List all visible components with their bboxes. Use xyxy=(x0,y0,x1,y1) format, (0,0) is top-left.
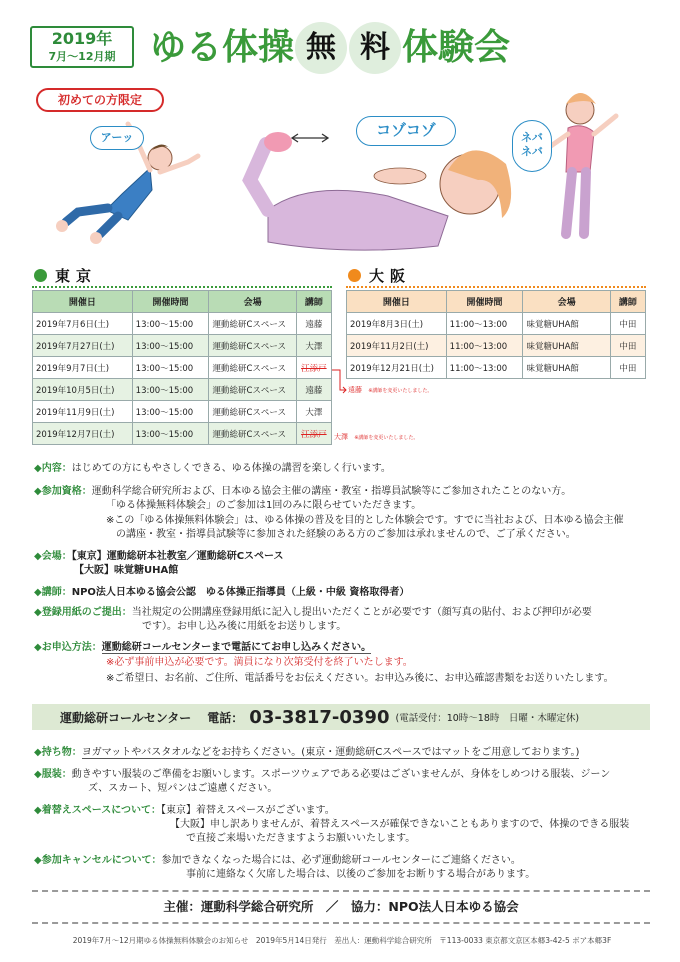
eligibility-text-1: 運動科学総合研究所および、日本ゆる協会主催の講座・教室・指導員試験等にご参加されたことのない方。 xyxy=(91,486,572,497)
clothes-text-2: ズ、スカート、短パンはご遠慮ください。 xyxy=(88,783,278,794)
title-char-free1: 無 xyxy=(295,22,347,74)
new-lecturer: 遠藤 xyxy=(348,386,362,394)
double-arrow-icon xyxy=(292,134,328,142)
person-right-figure xyxy=(548,93,616,234)
cell-venue: 運動総研Cスペース xyxy=(209,357,296,379)
venue-label: ◆会場： xyxy=(34,551,72,562)
table-row xyxy=(33,423,332,445)
cell-venue: 味覚糖UHA館 xyxy=(523,357,610,379)
cell-venue: 味覚糖UHA館 xyxy=(523,313,610,335)
registration-text-1: 当社規定の公開講座登録用紙に記入し提出いただくことが必要です（顔写真の貼付、および押印が必要 xyxy=(131,607,592,618)
osaka-schedule-table xyxy=(346,290,646,379)
call-center-name: 運動総研コールセンター xyxy=(60,710,192,725)
cell-time: 11:00〜13:00 xyxy=(446,313,523,335)
speech-bubble-right-line2: ネバ xyxy=(521,145,543,158)
cell-date: 2019年7月6日(土) xyxy=(33,313,133,335)
apply-text-1: 運動総研コールセンターまで電話にてお申し込みください。 xyxy=(101,642,372,653)
cell-lecturer-struck: 江添戸 xyxy=(296,357,331,379)
person-center-figure xyxy=(250,132,511,250)
call-center-bar xyxy=(32,704,650,730)
cell-date: 2019年7月27日(土) xyxy=(33,335,133,357)
period-year: 2019年 xyxy=(51,29,113,48)
cell-lecturer: 遠藤 xyxy=(296,379,331,401)
eligibility-text-4: の講座・教室・指導員試験等に参加された経験のある方のご参加は承れませんので、ご了承ください。 xyxy=(116,529,576,540)
organizers: 主催：運動科学総合研究所 ／ 協力：NPO法人日本ゆる協会 xyxy=(163,899,519,914)
th-time: 開催時間 xyxy=(132,291,209,313)
venue-line xyxy=(34,550,284,564)
changing-label: ◆着替えスペースについて： xyxy=(34,805,161,816)
cell-lecturer: 中田 xyxy=(610,313,645,335)
table-row xyxy=(33,357,332,379)
divider-top xyxy=(32,890,650,892)
cell-lecturer: 大澤 xyxy=(296,335,331,357)
cell-venue: 運動総研Cスペース xyxy=(209,401,296,423)
cell-date: 2019年10月5日(土) xyxy=(33,379,133,401)
bring-line xyxy=(34,746,579,760)
cell-date: 2019年12月21日(土) xyxy=(347,357,447,379)
speech-bubble-right-line1: ネバ xyxy=(521,131,543,144)
cell-date: 2019年11月2日(土) xyxy=(347,335,447,357)
period-badge xyxy=(30,26,134,68)
th-venue: 会場 xyxy=(209,291,296,313)
cell-lecturer: 中田 xyxy=(610,357,645,379)
new-lecturer: 大澤 xyxy=(334,433,348,441)
cell-date: 2019年11月9日(土) xyxy=(33,401,133,423)
phone-number[interactable]: 03-3817-0390 xyxy=(249,706,390,728)
registration-text-2: です）。お申し込み後に用紙をお送りします。 xyxy=(142,621,347,632)
cell-venue: 味覚糖UHA館 xyxy=(523,335,610,357)
changing-line xyxy=(34,804,335,818)
eligibility-label: ◆参加資格： xyxy=(34,486,92,497)
title-part2: 体験会 xyxy=(402,27,511,68)
table-row xyxy=(33,379,332,401)
call-hours: (電話受付：10時〜18時 日曜・木曜定休) xyxy=(395,713,580,724)
registration-label: ◆登録用紙のご提出： xyxy=(34,607,132,618)
cell-venue: 運動総研Cスペース xyxy=(209,313,296,335)
tokyo-schedule-table xyxy=(32,290,332,445)
th-time: 開催時間 xyxy=(446,291,523,313)
apply-line xyxy=(34,641,371,655)
eligibility-line xyxy=(34,485,571,499)
speech-bubble-right xyxy=(512,120,552,172)
cell-time: 13:00〜15:00 xyxy=(132,357,209,379)
content-text: はじめての方にもやさしくできる、ゆる体操の講習を楽しく行います。 xyxy=(71,463,391,474)
changing-text-3: で直接ご来場いただきますようお願いいたします。 xyxy=(186,833,416,844)
title-char-free2: 料 xyxy=(349,22,401,74)
th-lecturer: 講師 xyxy=(296,291,331,313)
cell-date: 2019年12月7日(土) xyxy=(33,423,133,445)
bring-label: ◆持ち物： xyxy=(34,747,82,758)
footer-note: 2019年7月〜12月期ゆる体操無料体験会のお知らせ 2019年5月14日発行 差出人：運動科学総合研究所 〒113-0033 東京都文京区本郷3-42-5 ボア本郷3F xyxy=(72,936,612,945)
change-note-text: ※講師を変更いたしました。 xyxy=(354,435,419,441)
cell-lecturer: 大澤 xyxy=(296,401,331,423)
content-line xyxy=(34,462,391,476)
cancel-text-1: 参加できなくなった場合には、必ず運動総研コールセンターにご連絡ください。 xyxy=(161,855,521,866)
page-title xyxy=(150,20,510,76)
clothes-line xyxy=(34,768,610,782)
speech-bubble-center: コゾコゾ xyxy=(356,116,456,146)
cell-lecturer: 中田 xyxy=(610,335,645,357)
cell-lecturer: 遠藤 xyxy=(296,313,331,335)
apply-text-2: ※必ず事前申込が必要です。満員になり次第受付を終了いたします。 xyxy=(106,657,413,668)
osaka-divider xyxy=(346,286,646,288)
instructor-label: ◆講師： xyxy=(34,587,72,598)
tokyo-heading xyxy=(34,264,97,286)
venue-text-2: 【大阪】味覚糖UHA館 xyxy=(74,565,179,576)
venue-text-1: 【東京】運動総研本社教室／運動総研Cスペース xyxy=(71,551,284,562)
eligibility-text-2: 「ゆる体操無料体験会」のご参加は1回のみに限らせていただきます。 xyxy=(106,500,422,511)
clothes-label: ◆服装： xyxy=(34,769,72,780)
green-dot-icon xyxy=(34,269,47,282)
cell-date: 2019年8月3日(土) xyxy=(347,313,447,335)
cell-time: 11:00〜13:00 xyxy=(446,335,523,357)
change-note-dec xyxy=(334,432,418,442)
divider-bottom xyxy=(32,922,650,924)
first-timers-badge: 初めての方限定 xyxy=(36,88,164,112)
orange-dot-icon xyxy=(348,269,361,282)
th-venue: 会場 xyxy=(523,291,610,313)
cancel-line xyxy=(34,854,521,868)
content-label: ◆内容： xyxy=(34,463,72,474)
title-part1: ゆる体操 xyxy=(150,27,295,68)
exercise-illustration xyxy=(0,80,680,260)
speech-bubble-left: アーッ xyxy=(90,126,144,150)
registration-line xyxy=(34,606,592,620)
table-row xyxy=(33,313,332,335)
cell-time: 13:00〜15:00 xyxy=(132,401,209,423)
clothes-text-1: 動きやすい服装のご準備をお願いします。スポーツウェアである必要はございませんが、身体をしめつける服装、ジーン xyxy=(71,769,611,780)
change-note-text: ※講師を変更いたしました。 xyxy=(368,388,433,394)
cell-time: 13:00〜15:00 xyxy=(132,335,209,357)
instructor-text: NPO法人日本ゆる協会公認 ゆる体操正指導員（上級・中級 資格取得者） xyxy=(71,587,410,598)
table-row xyxy=(347,313,646,335)
cell-time: 13:00〜15:00 xyxy=(132,423,209,445)
th-date: 開催日 xyxy=(33,291,133,313)
table-row xyxy=(33,401,332,423)
changing-text-1: 【東京】着替えスペースがございます。 xyxy=(161,805,335,816)
table-row xyxy=(347,357,646,379)
cell-lecturer-struck: 江添戸 xyxy=(296,423,331,445)
th-lecturer: 講師 xyxy=(610,291,645,313)
tokyo-title: 東京 xyxy=(55,266,98,285)
eligibility-text-3: ※この「ゆる体操無料体験会」は、ゆる体操の普及を目的とした体験会です。すでに当社および、日本ゆる協会主催 xyxy=(106,515,624,526)
period-months: 7月〜12月期 xyxy=(48,50,116,63)
cancel-label: ◆参加キャンセルについて： xyxy=(34,855,162,866)
th-date: 開催日 xyxy=(347,291,447,313)
cell-date: 2019年9月7日(土) xyxy=(33,357,133,379)
apply-text-3: ※ご希望日、お名前、ご住所、電話番号をお伝えください。お申込み後に、お申込確認書類をお送りいたします。 xyxy=(106,673,614,684)
cell-venue: 運動総研Cスペース xyxy=(209,423,296,445)
changing-text-2: 【大阪】申し訳ありませんが、着替えスペースが確保できないこともありますので、体操のできる服装 xyxy=(170,819,630,830)
cell-time: 11:00〜13:00 xyxy=(446,357,523,379)
tokyo-divider xyxy=(32,286,332,288)
change-note-sep xyxy=(348,385,432,395)
table-row xyxy=(347,335,646,357)
osaka-heading xyxy=(348,264,411,286)
cell-time: 13:00〜15:00 xyxy=(132,313,209,335)
cell-venue: 運動総研Cスペース xyxy=(209,379,296,401)
table-row xyxy=(33,335,332,357)
cell-time: 13:00〜15:00 xyxy=(132,379,209,401)
bring-text: ヨガマットやバスタオルなどをお持ちください。(東京・運動総研Cスペースではマットをご用意しております。) xyxy=(81,747,580,758)
osaka-title: 大阪 xyxy=(369,266,412,285)
cell-venue: 運動総研Cスペース xyxy=(209,335,296,357)
apply-label: ◆お申込方法： xyxy=(34,642,102,653)
cancel-text-2: 事前に連絡なく欠席した場合は、以後のご参加をお断りする場合があります。 xyxy=(186,869,536,880)
instructor-line xyxy=(34,586,409,600)
tel-label: 電話： xyxy=(207,710,244,725)
